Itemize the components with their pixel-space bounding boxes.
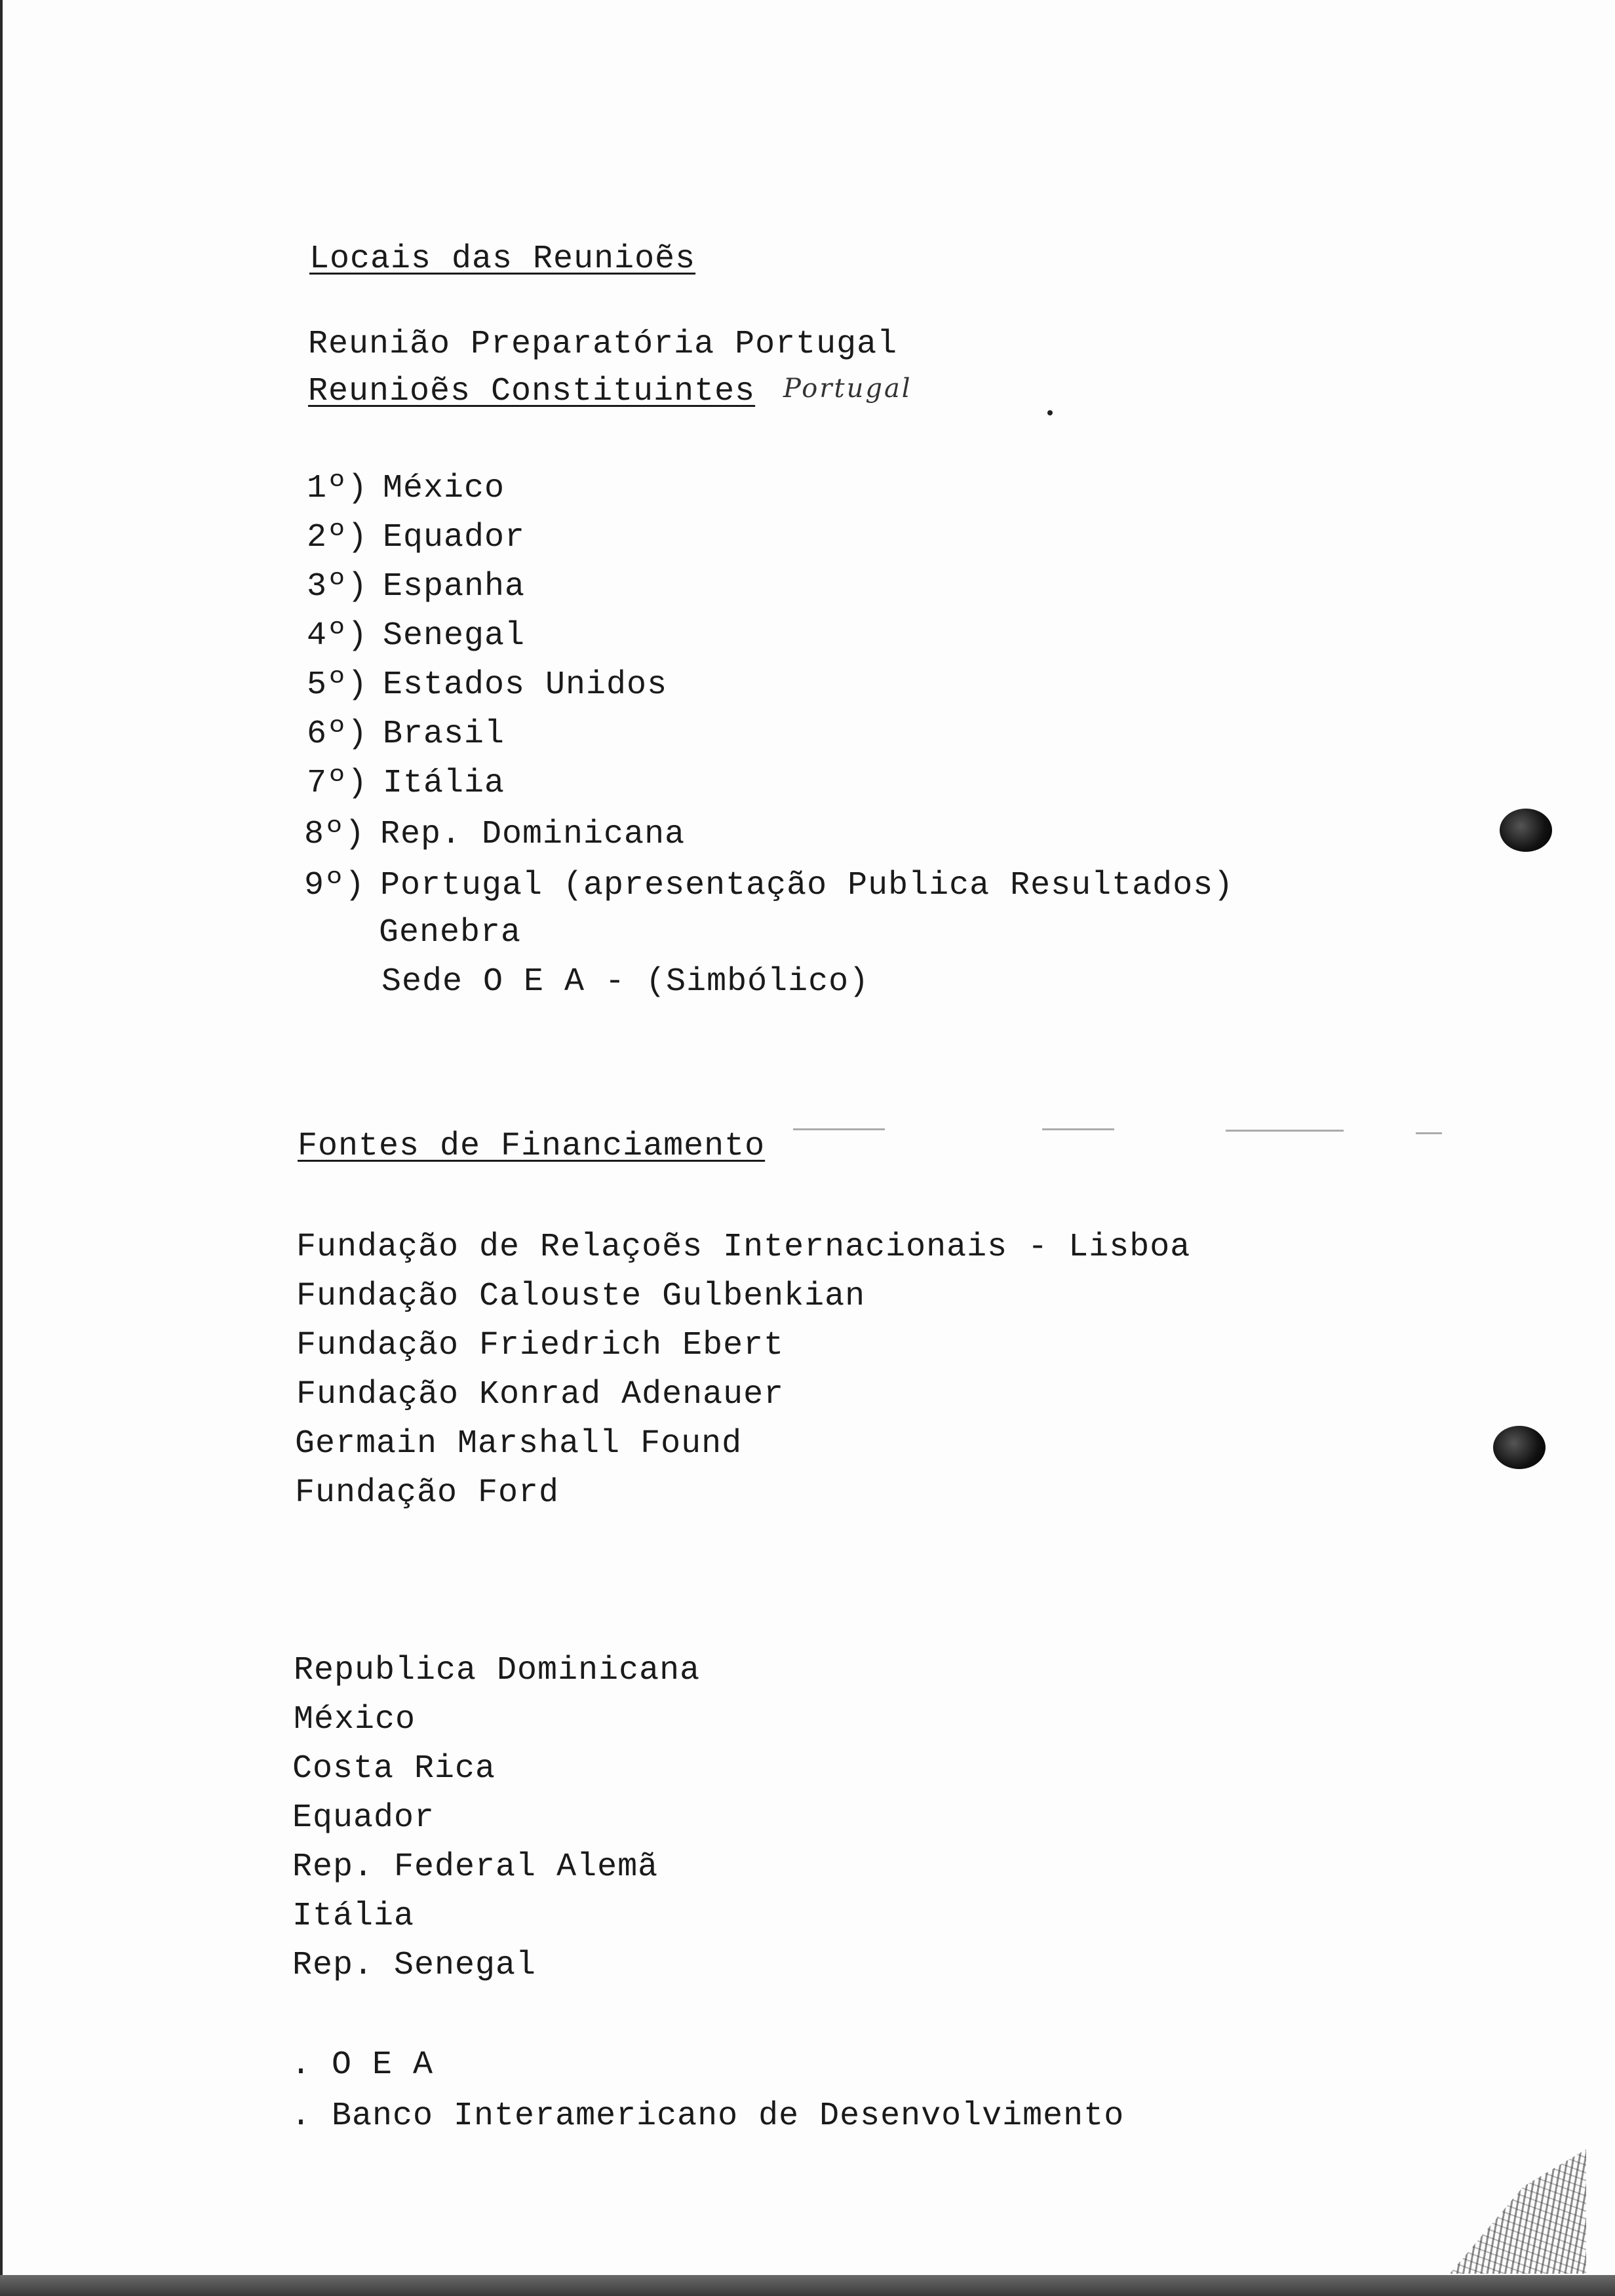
- meeting-item-number: 6º): [307, 716, 368, 753]
- meeting-item-country: Senegal: [383, 617, 526, 655]
- meeting-item-country: Espanha: [383, 568, 526, 605]
- preparatory-meeting-line: Reunião Preparatória Portugal: [308, 326, 898, 363]
- foundation-item: Germain Marshall Found: [295, 1425, 743, 1463]
- organization-item: . O E A: [291, 2046, 434, 2084]
- meeting-item-number: 7º): [307, 765, 368, 802]
- punch-hole: [1500, 809, 1552, 852]
- scan-mark: [793, 1128, 885, 1130]
- punch-hole: [1493, 1426, 1546, 1469]
- meeting-item-number: 2º): [307, 519, 368, 556]
- country-funder-item: Rep. Senegal: [292, 1947, 537, 1984]
- meeting-item-country: Equador: [383, 519, 526, 556]
- page-left-edge: [0, 0, 3, 2296]
- meeting-item-country: Portugal (apresentação Publica Resultados): [380, 867, 1234, 904]
- meeting-item-country: México: [383, 470, 505, 507]
- meeting-item-country: Estados Unidos: [383, 666, 668, 704]
- country-funder-item: Equador: [292, 1799, 435, 1837]
- scan-mark: [1042, 1128, 1114, 1130]
- foundation-item: Fundação de Relaçoẽs Internacionais - Lisboa: [296, 1229, 1191, 1266]
- meeting-extra-line: Sede O E A - (Simbólico): [381, 963, 870, 1001]
- meeting-item-country: Brasil: [383, 716, 505, 753]
- meeting-item-country: Rep. Dominicana: [380, 816, 686, 853]
- meeting-item-number: 4º): [307, 617, 368, 655]
- meeting-item-number: 3º): [307, 568, 368, 605]
- country-funder-item: Itália: [292, 1898, 415, 1935]
- handwritten-annotation: Portugal: [783, 373, 912, 404]
- constituent-meetings-heading: Reunioẽs Constituintes: [308, 373, 756, 410]
- meeting-item-number: 9º): [304, 867, 366, 904]
- funding-heading: Fontes de Financiamento: [298, 1128, 766, 1165]
- page-bottom-edge: [0, 2275, 1615, 2296]
- country-funder-item: Rep. Federal Alemã: [292, 1848, 659, 1886]
- country-funder-item: México: [294, 1701, 416, 1738]
- meeting-item-number: 1º): [307, 470, 368, 507]
- meeting-item-number: 8º): [304, 816, 366, 853]
- foundation-item: Fundação Friedrich Ebert: [296, 1327, 785, 1364]
- scan-mark: [1226, 1130, 1344, 1132]
- organization-item: . Banco Interamericano de Desenvolvimento: [291, 2097, 1125, 2135]
- meeting-extra-line: Genebra: [379, 914, 522, 951]
- meeting-locations-heading: Locais das Reunioẽs: [309, 240, 696, 278]
- country-funder-item: Republica Dominicana: [294, 1652, 701, 1689]
- foundation-item: Fundação Ford: [295, 1474, 560, 1512]
- meeting-item-country: Itália: [383, 765, 505, 802]
- scan-artifact: [1376, 2149, 1586, 2274]
- foundation-item: Fundação Konrad Adenauer: [296, 1376, 785, 1413]
- ink-dot: [1047, 410, 1053, 415]
- foundation-item: Fundação Calouste Gulbenkian: [296, 1278, 866, 1315]
- scan-mark: [1416, 1132, 1442, 1134]
- country-funder-item: Costa Rica: [292, 1750, 496, 1788]
- meeting-item-number: 5º): [307, 666, 368, 704]
